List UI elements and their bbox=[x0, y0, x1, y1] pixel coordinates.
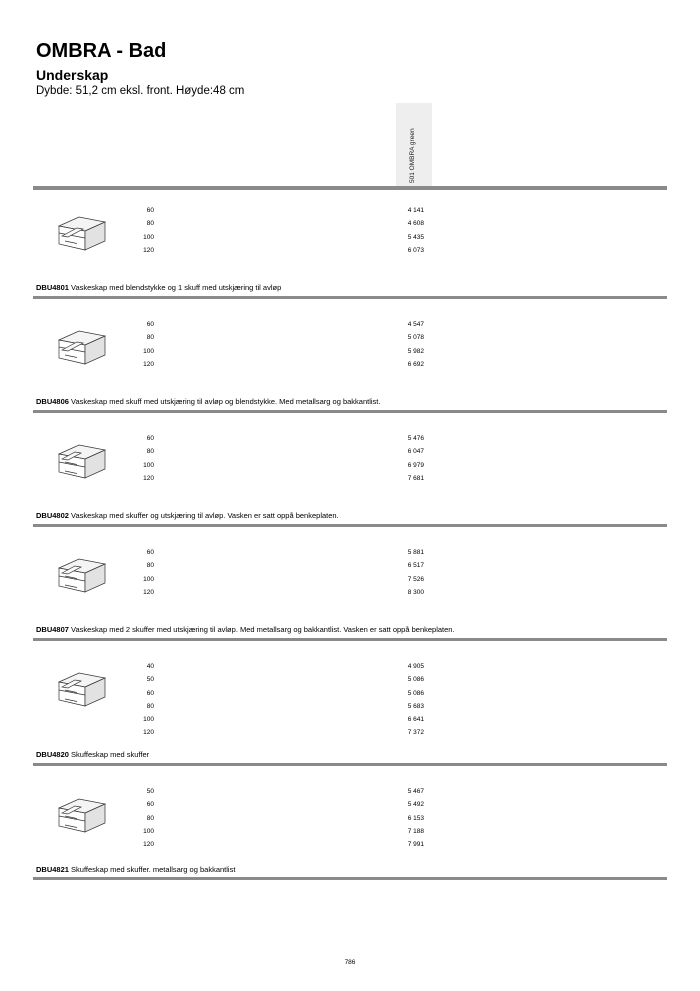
size-value: 120 bbox=[143, 246, 154, 254]
product-description bbox=[36, 511, 339, 520]
size-value: 80 bbox=[146, 334, 154, 342]
size-value: 100 bbox=[143, 347, 154, 355]
size-value: 60 bbox=[146, 801, 154, 809]
price-value: 5 492 bbox=[407, 801, 424, 809]
section-divider bbox=[33, 524, 667, 527]
product-code: DBU4806 bbox=[36, 397, 69, 406]
product-text: Vaskeskap med 2 skuffer med utskjæring til avløp. Med metallsarg og bakkantlist. Vasken er satt oppå benkeplaten. bbox=[68, 625, 455, 634]
price-value: 8 300 bbox=[407, 588, 424, 596]
price-value: 5 467 bbox=[407, 788, 424, 795]
size-value: 80 bbox=[146, 814, 154, 822]
size-value: 40 bbox=[146, 663, 154, 670]
header-divider bbox=[33, 186, 667, 190]
size-column bbox=[130, 546, 154, 599]
size-value: 80 bbox=[146, 562, 154, 570]
size-value: 80 bbox=[146, 220, 154, 228]
product-description bbox=[36, 750, 149, 759]
product-text: Vaskeskap med skuffer og utskjæring til avløp. Vasken er satt oppå benkeplaten. bbox=[68, 511, 339, 520]
cabinet-one-drawer-icon bbox=[57, 214, 107, 252]
size-value: 100 bbox=[143, 461, 154, 469]
price-value: 5 086 bbox=[407, 676, 424, 684]
size-value: 100 bbox=[143, 233, 154, 241]
price-value: 6 517 bbox=[407, 562, 424, 570]
size-value: 80 bbox=[146, 702, 154, 710]
size-value: 60 bbox=[146, 321, 154, 328]
product-description bbox=[36, 625, 455, 634]
price-value: 5 078 bbox=[407, 334, 424, 342]
size-value: 100 bbox=[143, 716, 154, 724]
dimensions-description: Dybde: 51,2 cm eksl. front. Høyde:48 cm bbox=[36, 85, 245, 97]
price-column bbox=[400, 204, 424, 257]
price-value: 5 435 bbox=[407, 233, 424, 241]
page-subtitle: Underskap bbox=[36, 67, 109, 83]
product-code: DBU4802 bbox=[36, 511, 69, 520]
price-column bbox=[400, 785, 424, 851]
price-value: 6 153 bbox=[407, 814, 424, 822]
product-code: DBU4820 bbox=[36, 750, 69, 759]
section-divider bbox=[33, 763, 667, 766]
price-column bbox=[400, 318, 424, 371]
size-value: 60 bbox=[146, 549, 154, 556]
price-value: 7 681 bbox=[407, 474, 424, 482]
cabinet-two-drawers-icon bbox=[57, 556, 107, 594]
size-value: 80 bbox=[146, 448, 154, 456]
price-column bbox=[400, 432, 424, 485]
product-text: Skuffeskap med skuffer bbox=[68, 750, 150, 759]
section-divider bbox=[33, 296, 667, 299]
section-divider bbox=[33, 877, 667, 880]
cabinet-two-drawers-icon bbox=[57, 796, 107, 834]
product-text: Vaskeskap med skuff med utskjæring til avløp og blendstykke. Med metallsarg og bakkantlist. bbox=[68, 397, 381, 406]
size-column bbox=[130, 660, 154, 740]
size-value: 120 bbox=[143, 474, 154, 482]
page-number: 786 bbox=[344, 959, 356, 966]
section-divider bbox=[33, 410, 667, 413]
price-value: 5 982 bbox=[407, 347, 424, 355]
price-value: 6 641 bbox=[407, 716, 424, 724]
page-title: OMBRA - Bad bbox=[36, 40, 167, 62]
size-value: 60 bbox=[146, 689, 154, 697]
size-value: 100 bbox=[143, 575, 154, 583]
size-value: 120 bbox=[143, 729, 154, 737]
size-column bbox=[130, 785, 154, 851]
product-text: Vaskeskap med blendstykke og 1 skuff med utskjæring til avløp bbox=[68, 283, 282, 292]
product-description bbox=[36, 283, 281, 292]
price-value: 7 188 bbox=[407, 827, 424, 835]
price-value: 6 073 bbox=[407, 246, 424, 254]
product-description bbox=[36, 397, 380, 406]
price-value: 4 608 bbox=[407, 220, 424, 228]
section-divider bbox=[33, 638, 667, 641]
size-value: 100 bbox=[143, 827, 154, 835]
product-code: DBU4821 bbox=[36, 865, 69, 874]
size-value: 50 bbox=[146, 676, 154, 684]
product-description bbox=[36, 865, 235, 874]
cabinet-two-drawers-icon bbox=[57, 670, 107, 708]
size-value: 120 bbox=[143, 841, 154, 849]
size-column bbox=[130, 432, 154, 485]
price-value: 5 881 bbox=[407, 549, 424, 556]
size-value: 60 bbox=[146, 207, 154, 214]
product-text: Skuffeskap med skuffer. metallsarg og bakkantlist bbox=[68, 865, 236, 874]
price-value: 7 991 bbox=[407, 841, 424, 849]
price-value: 6 979 bbox=[407, 461, 424, 469]
size-value: 60 bbox=[146, 435, 154, 442]
price-value: 4 905 bbox=[407, 663, 424, 670]
size-value: 120 bbox=[143, 360, 154, 368]
product-code: DBU4807 bbox=[36, 625, 69, 634]
product-code: DBU4801 bbox=[36, 283, 69, 292]
price-value: 5 476 bbox=[407, 435, 424, 442]
price-value: 5 086 bbox=[407, 689, 424, 697]
cabinet-one-drawer-icon bbox=[57, 328, 107, 366]
price-value: 7 526 bbox=[407, 575, 424, 583]
column-header-label: 501 OMBRA green bbox=[409, 128, 416, 183]
size-column bbox=[130, 204, 154, 257]
price-column bbox=[400, 660, 424, 740]
price-value: 5 683 bbox=[407, 702, 424, 710]
size-value: 50 bbox=[146, 788, 154, 795]
size-column bbox=[130, 318, 154, 371]
price-value: 6 692 bbox=[407, 360, 424, 368]
cabinet-two-drawers-icon bbox=[57, 442, 107, 480]
price-value: 6 047 bbox=[407, 448, 424, 456]
size-value: 120 bbox=[143, 588, 154, 596]
price-value: 4 141 bbox=[407, 207, 424, 214]
price-column bbox=[400, 546, 424, 599]
price-value: 7 372 bbox=[407, 729, 424, 737]
price-value: 4 547 bbox=[407, 321, 424, 328]
